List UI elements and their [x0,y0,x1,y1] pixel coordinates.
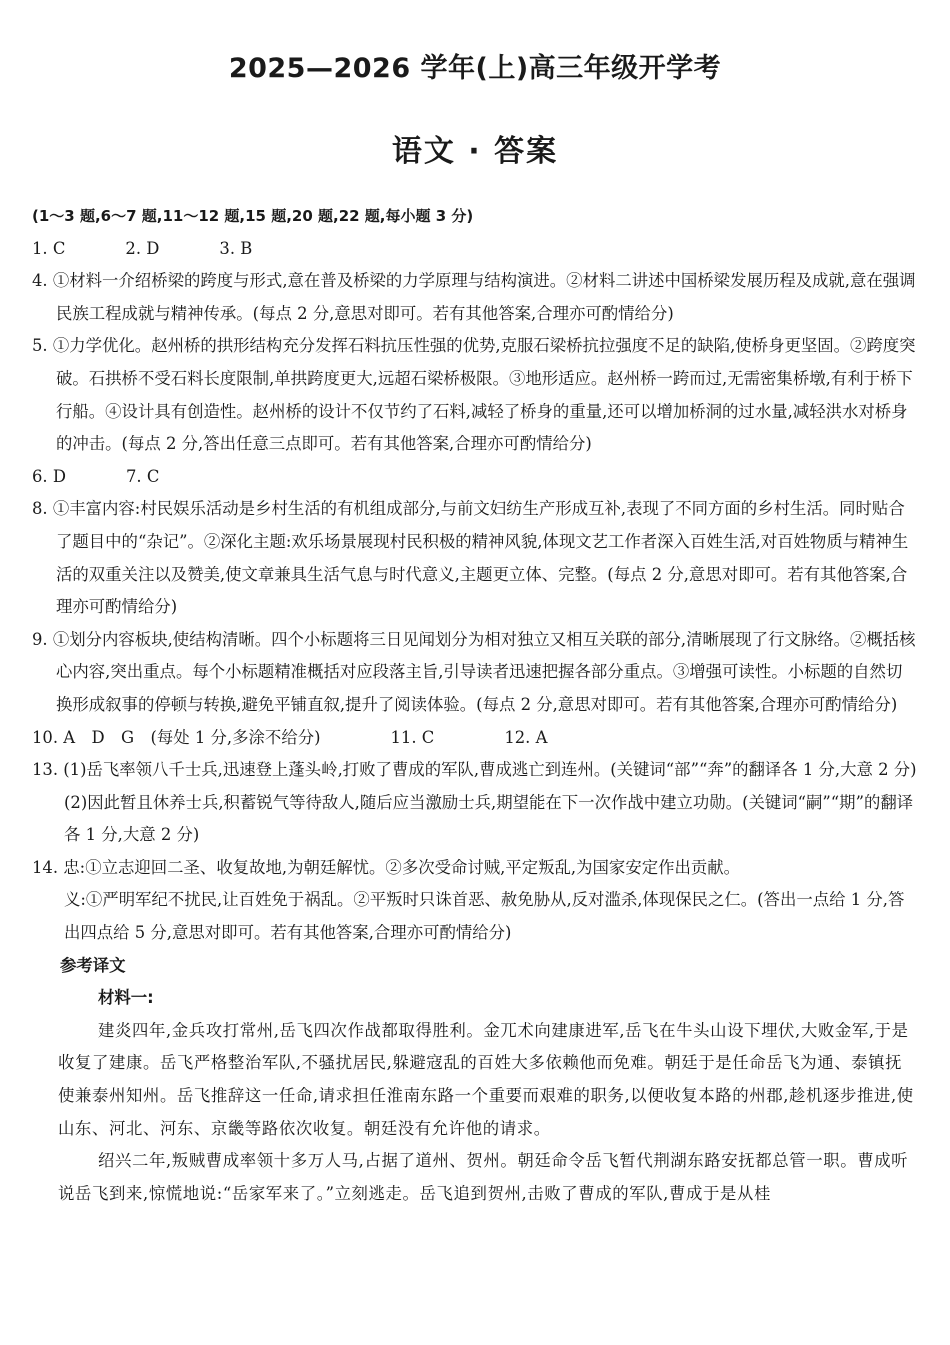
answer-13-part2: (2)因此暂且休养士兵,积蓄锐气等待敌人,随后应当激励士兵,期望能在下一次作战中建立功勋。(关键词“嗣”“期”的翻译各 1 分,大意 2 分) [64,792,914,845]
reference-heading: 参考译文 [60,955,126,975]
exam-title: 2025—2026 学年(上)高三年级开学考 [228,53,722,84]
answer-1: 1. C [32,238,66,258]
answer-6: 6. D [32,466,66,486]
answer-2: 2. D [125,238,160,258]
answer-7: 7. C [126,466,160,486]
answer-4: 4. ①材料一介绍桥梁的跨度与形式,意在普及桥梁的力学原理与结构演进。②材料二讲述中国桥梁发展历程及成就,意在强调民族工程成就与精神传承。(每点 2 分,意思对即可。若有其他答案,合理亦可酌情给分) [32,271,916,323]
scoring-note: (1～3 题,6～7 题,11～12 题,15 题,20 题,22 题,每小题 3 分) [32,207,474,225]
answer-14-righteousness: 义:①严明军纪不扰民,让百姓免于祸乱。②平叛时只诛首恶、赦免胁从,反对滥杀,体现保民之仁。(答出一点给 1 分,答出四点给 5 分,意思对即可。若有其他答案,合理亦可酌情给分) [64,890,905,943]
translation-para-1: 建炎四年,金兵攻打常州,岳飞四次作战都取得胜利。金兀术向建康进军,岳飞在牛头山设下埋伏,大败金军,于是收复了建康。岳飞严格整治军队,不骚扰居民,躲避寇乱的百姓大多依赖他而免难。朝廷于是任命岳飞为通、泰镇抚使兼泰州知州。岳飞推辞这一任命,请求担任淮南东路一个重要而艰难的职务,以便收复本路的州郡,趁机逐步推进,使山东、河北、河东、京畿等路依次收复。朝廷没有允许他的请求。 [58,1020,914,1138]
answer-13-part1: 13. (1)岳飞率领八千士兵,迅速登上蓬头岭,打败了曹成的军队,曹成逃亡到连州。(关键词“部”“奔”的翻译各 1 分,大意 2 分) [32,760,917,780]
answer-14-loyalty: 14. 忠:①立志迎回二圣、收复故地,为朝廷解忧。②多次受命讨贼,平定叛乱,为国家安定作出贡献。 [32,857,741,877]
answer-8: 8. ①丰富内容:村民娱乐活动是乡村生活的有机组成部分,与前文妇纺生产形成互补,表现了不同方面的乡村生活。同时贴合了题目中的“杂记”。②深化主题:欢乐场景展现村民积极的精神风貌,体现文艺工作者深入百姓生活,对百姓物质与精神生活的双重关注以及赞美,使文章兼具生活气息与时代意义,主题更立体、完整。(每点 2 分,意思对即可。若有其他答案,合理亦可酌情给分) [32,499,909,617]
subject-title: 语文 · 答案 [391,134,559,169]
answer-5: 5. ①力学优化。赵州桥的拱形结构充分发挥石料抗压性强的优势,克服石梁桥抗拉强度不足的缺陷,使桥身更坚固。②跨度突破。石拱桥不受石料长度限制,单拱跨度更大,远超石梁桥极限。③地形适应。赵州桥一跨而过,无需密集桥墩,有利于桥下行船。④设计具有创造性。赵州桥的设计不仅节约了石料,减轻了桥身的重量,还可以增加桥洞的过水量,减轻洪水对桥身的冲击。(每点 2 分,答出任意三点即可。若有其他答案,合理亦可酌情给分) [32,336,916,454]
answers-10-12 [32,722,918,755]
translation-para-2: 绍兴二年,叛贼曹成率领十多万人马,占据了道州、贺州。朝廷命令岳飞暂代荆湖东路安抚都总管一职。曹成听说岳飞到来,惊慌地说:“岳家军来了。”立刻逃走。岳飞追到贺州,击败了曹成的军队,曹成于是从桂 [58,1151,909,1203]
answer-11: 11. C [390,727,435,747]
answers-1-3 [32,233,918,266]
answer-9: 9. ①划分内容板块,使结构清晰。四个小标题将三日见闻划分为相对独立又相互关联的部分,清晰展现了行文脉络。②概括核心内容,突出重点。每个小标题精准概括对应段落主旨,引导读者迅速把握各部分重点。③增强可读性。小标题的自然切换形成叙事的停顿与转换,避免平铺直叙,提升了阅读体验。(每点 2 分,意思对即可。若有其他答案,合理亦可酌情给分) [32,629,916,714]
answer-body [32,200,918,1210]
answers-6-7 [32,461,918,494]
answer-10: 10. A D G (每处 1 分,多涂不给分) [32,727,321,747]
answer-12: 12. A [504,727,548,747]
material-heading: 材料一: [98,988,154,1008]
answer-3: 3. B [219,238,253,258]
